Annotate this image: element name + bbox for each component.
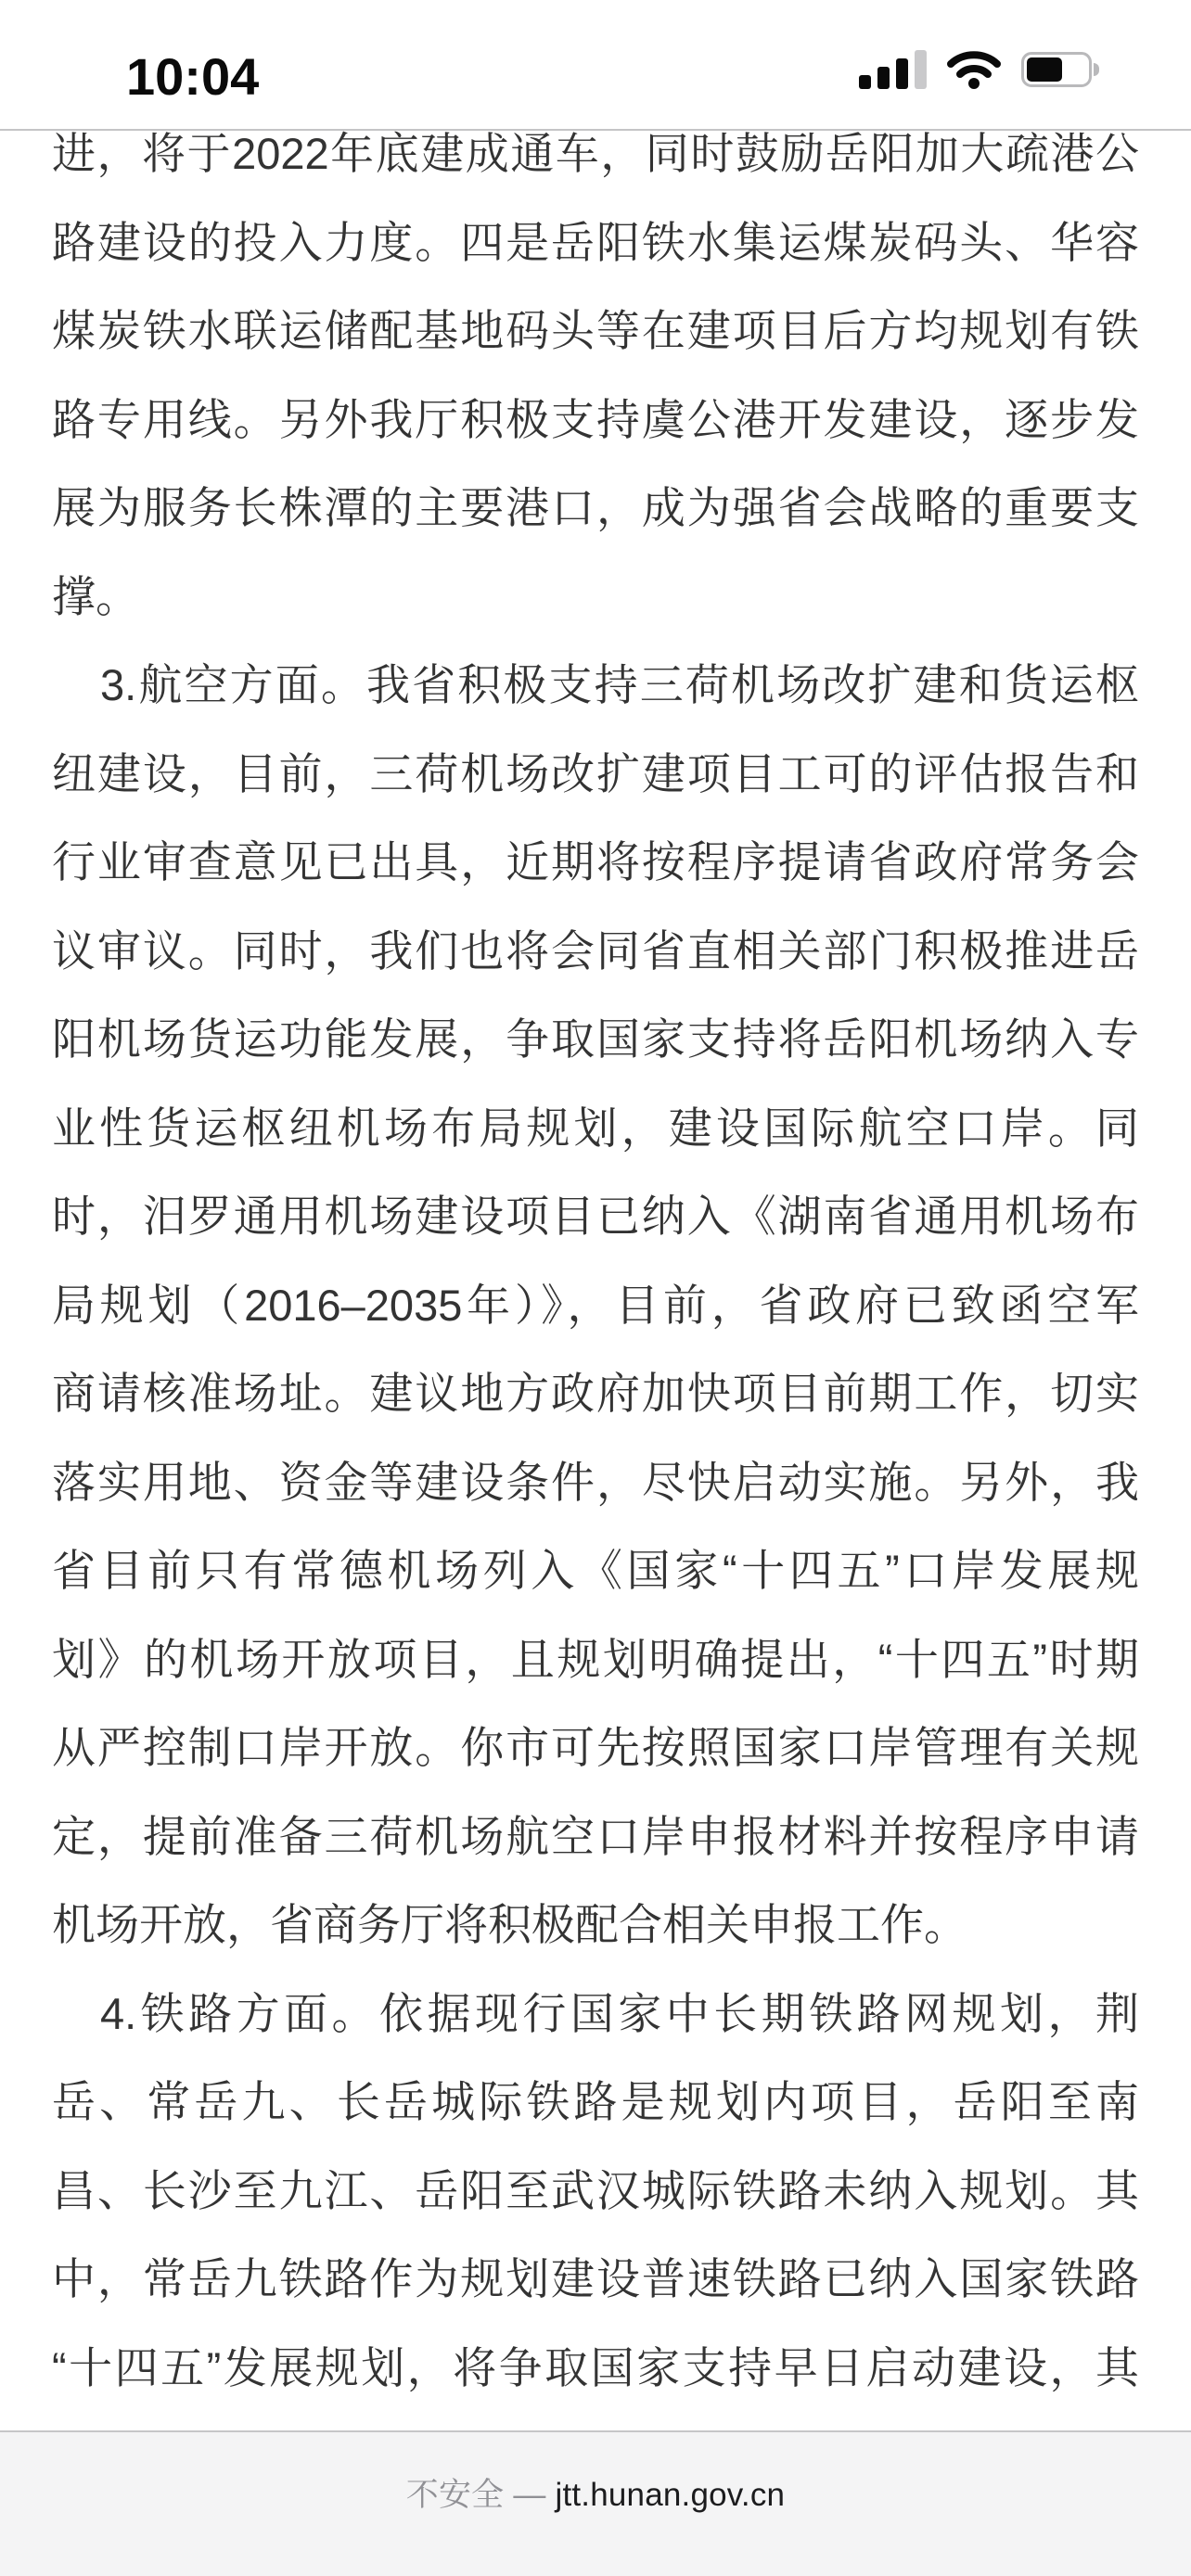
text-line: 议审议。同时，我们也将会同省直相关部门积极推进岳 (52, 925, 1139, 976)
text-line: 局规划（2016–2035年）》，目前，省政府已致函空军 (52, 1280, 1139, 1330)
text-line: 撑。 (52, 571, 139, 621)
text-line: 昌、长沙至九江、岳阳至武汉城际铁路未纳入规划。其 (52, 2165, 1139, 2215)
clock-label: 10:04 (126, 47, 260, 106)
text-line: 商请核准场址。建议地方政府加快项目前期工作，切实 (52, 1369, 1139, 1418)
text-line: “十四五”发展规划，将争取国家支持早日启动建设，其 (52, 2342, 1139, 2392)
url-label (0, 2469, 1191, 2516)
text-line: 省目前只有常德机场列入《国家“十四五”口岸发展规 (52, 1546, 1139, 1595)
text-line: 机场开放，省商务厅将积极配合相关申报工作。 (52, 1900, 967, 1949)
text-line: 路建设的投入力度。四是岳阳铁水集运煤炭码头、华容 (52, 217, 1139, 267)
text-line: 煤炭铁水联运储配基地码头等在建项目后方均规划有铁 (52, 306, 1139, 355)
battery-icon (1021, 50, 1099, 89)
text-line: 中，常岳九铁路作为规划建设普速铁路已纳入国家铁路 (52, 2254, 1139, 2303)
text-line: 落实用地、资金等建设条件，尽快启动实施。另外，我 (52, 1457, 1139, 1507)
wifi-icon (947, 50, 1001, 89)
text-line: 从严控制口岸开放。你市可先按照国家口岸管理有关规 (52, 1723, 1139, 1772)
text-line: 时，汨罗通用机场建设项目已纳入《湖南省通用机场布 (52, 1192, 1139, 1241)
text-line: 4.铁路方面。依据现行国家中长期铁路网规划，荆 (100, 1988, 1139, 2038)
text-line: 行业审查意见已出具，近期将按程序提请省政府常务会 (52, 837, 1139, 886)
text-line: 进，将于2022年底建成通车，同时鼓励岳阳加大疏港公 (52, 129, 1139, 178)
not-secure-label: 不安全 (405, 2477, 505, 2513)
text-line: 路专用线。另外我厅积极支持虞公港开发建设，逐步发 (52, 394, 1139, 444)
status-icons (859, 48, 1099, 89)
text-line: 3.航空方面。我省积极支持三荷机场改扩建和货运枢 (100, 660, 1139, 709)
text-line: 阳机场货运功能发展，争取国家支持将岳阳机场纳入专 (52, 1014, 1139, 1064)
text-line: 岳、常岳九、长岳城际铁路是规划内项目，岳阳至南 (52, 2077, 1139, 2126)
cellular-signal-icon (859, 50, 927, 89)
text-line: 纽建设，目前，三荷机场改扩建项目工可的评估报告和 (52, 748, 1139, 798)
text-line: 划》的机场开放项目，且规划明确提出，“十四五”时期 (52, 1634, 1139, 1684)
safari-address-bar[interactable] (0, 2430, 1191, 2576)
text-line: 定，提前准备三荷机场航空口岸申报材料并按程序申请 (52, 1811, 1139, 1861)
text-line: 业性货运枢纽机场布局规划，建设国际航空口岸。同 (52, 1103, 1139, 1153)
url-dash: — (513, 2477, 546, 2513)
document-text[interactable] (52, 109, 1139, 2412)
url-domain-label: jtt.hunan.gov.cn (555, 2477, 786, 2513)
text-line: 展为服务长株潭的主要港口，成为强省会战略的重要支 (52, 483, 1139, 532)
